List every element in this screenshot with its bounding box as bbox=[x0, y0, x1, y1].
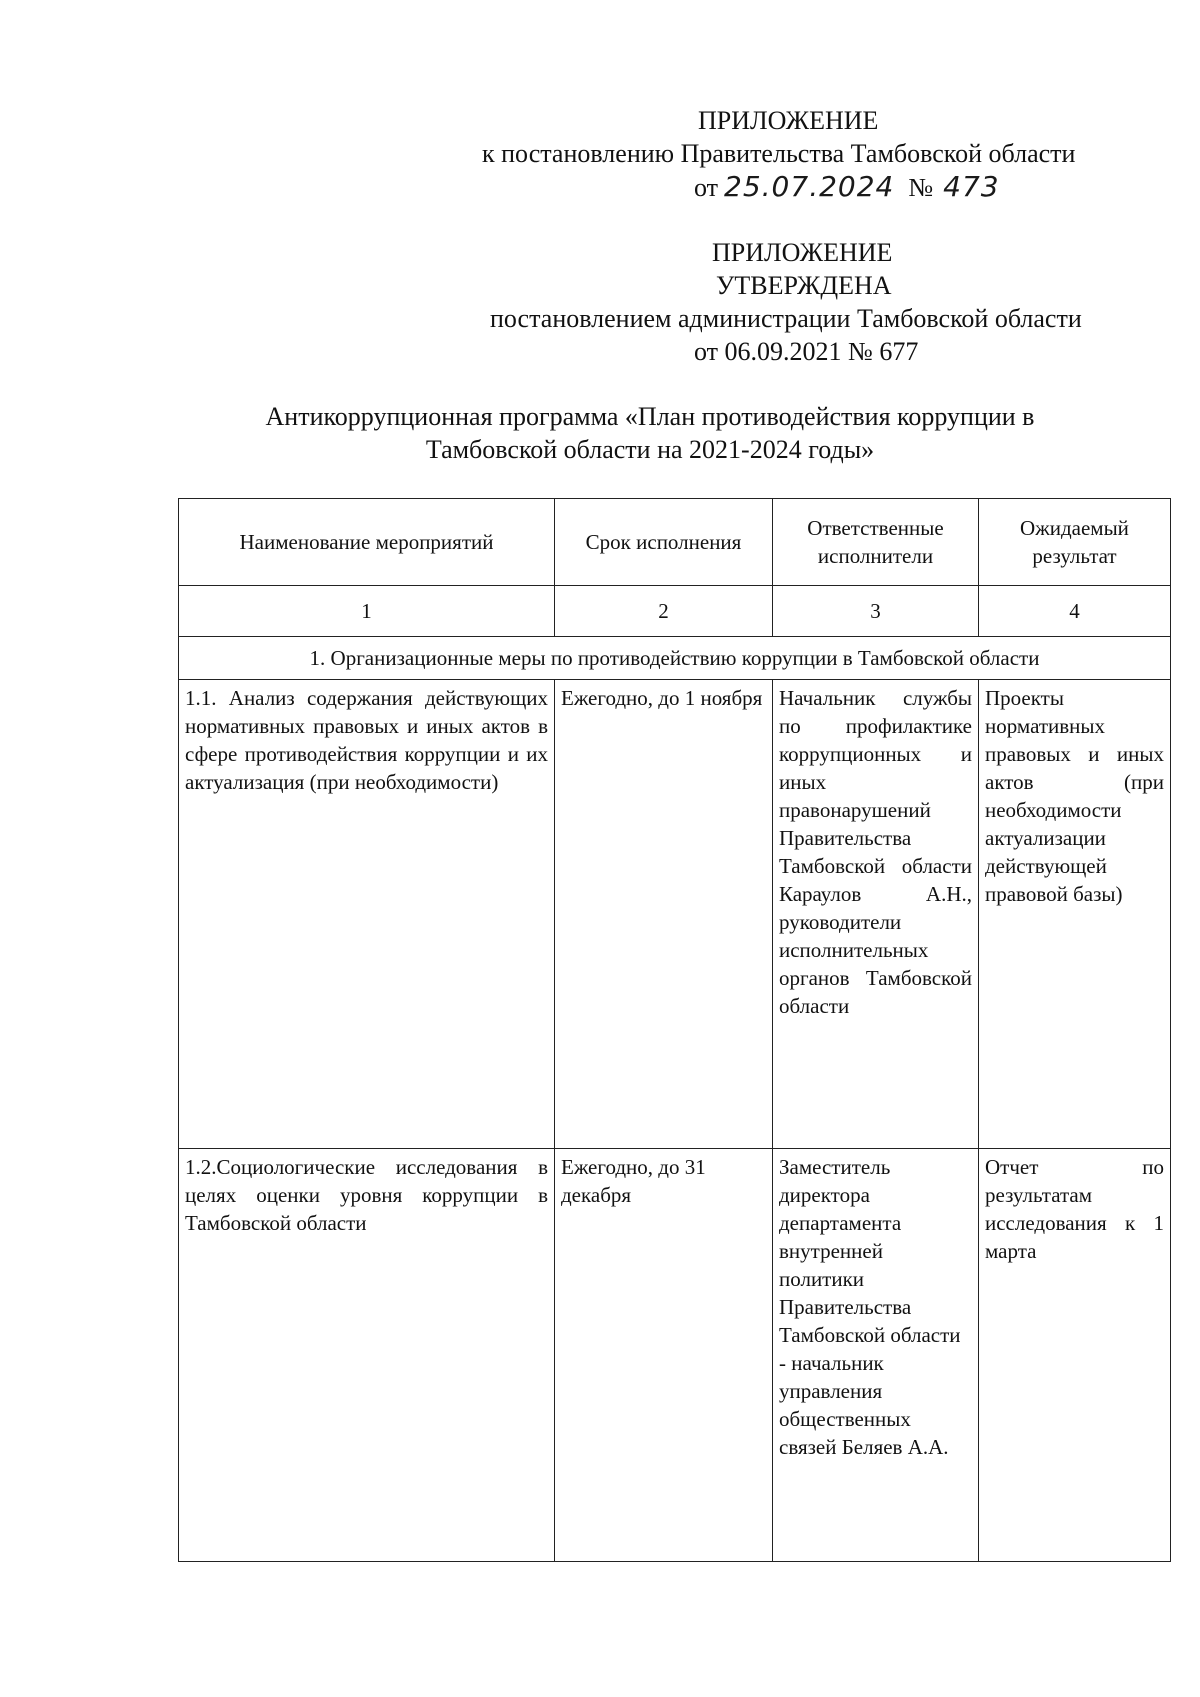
appendix-reference: к постановлению Правительства Тамбовской области bbox=[482, 139, 1076, 168]
header-activity-name: Наименование мероприятий bbox=[179, 499, 555, 586]
approval-label: УТВЕРЖДЕНА bbox=[716, 271, 892, 300]
section-title: 1. Организационные меры по противодействию коррупции в Тамбовской области bbox=[179, 637, 1171, 680]
approval-header bbox=[480, 236, 1160, 368]
approval-date: от 06.09.2021 № 677 bbox=[694, 337, 919, 366]
deadline-cell: Ежегодно, до 31 декабря bbox=[555, 1149, 773, 1562]
column-number: 3 bbox=[773, 586, 979, 637]
responsible-cell: Заместитель директора департамента внутренней политики Правительства Тамбовской области - начальник управления общественных связей Беляев А.А. bbox=[773, 1149, 979, 1562]
table-row bbox=[179, 1149, 1171, 1562]
responsible-cell: Начальник службы по профилактике коррупционных и иных правонарушений Правительства Тамбовской области Караулов А.Н., руководители исполнительных органов Тамбовской области bbox=[773, 680, 979, 1149]
handwritten-number: 473 bbox=[943, 170, 1000, 203]
header-expected-result: Ожидаемый результат bbox=[979, 499, 1171, 586]
program-title bbox=[180, 400, 1120, 466]
activity-name-cell: 1.1. Анализ содержания действующих нормативных правовых и иных актов в сфере противодействия коррупции и их актуализация (при необходимости) bbox=[179, 680, 555, 1149]
table-header-row bbox=[179, 499, 1171, 586]
activity-name-cell: 1.2.Социологические исследования в целях оценки уровня коррупции в Тамбовской области bbox=[179, 1149, 555, 1562]
from-label: от bbox=[694, 173, 719, 202]
result-cell: Проекты нормативных правовых и иных актов (при необходимости актуализации действующей правовой базы) bbox=[979, 680, 1171, 1149]
header-deadline: Срок исполнения bbox=[555, 499, 773, 586]
column-number: 2 bbox=[555, 586, 773, 637]
handwritten-date: 25.07.2024 bbox=[724, 170, 895, 203]
result-cell: Отчет по результатам исследования к 1 марта bbox=[979, 1149, 1171, 1562]
table-row bbox=[179, 680, 1171, 1149]
column-number: 1 bbox=[179, 586, 555, 637]
header-responsible: Ответственные исполнители bbox=[773, 499, 979, 586]
appendix-label: ПРИЛОЖЕНИЕ bbox=[698, 106, 879, 135]
number-sign: № bbox=[908, 173, 934, 202]
appendix-date-line bbox=[470, 170, 1150, 204]
program-title-line-2: Тамбовской области на 2021-2024 годы» bbox=[425, 435, 875, 464]
program-title-line-1: Антикоррупционная программа «План противодействия коррупции в bbox=[265, 402, 1035, 431]
approval-reference: постановлением администрации Тамбовской области bbox=[490, 304, 1082, 333]
column-number: 4 bbox=[979, 586, 1171, 637]
plan-table bbox=[178, 498, 1171, 1562]
appendix-header bbox=[470, 104, 1150, 204]
deadline-cell: Ежегодно, до 1 ноября bbox=[555, 680, 773, 1149]
approval-appendix-label: ПРИЛОЖЕНИЕ bbox=[712, 238, 893, 267]
table-number-row bbox=[179, 586, 1171, 637]
table-section-row bbox=[179, 637, 1171, 680]
